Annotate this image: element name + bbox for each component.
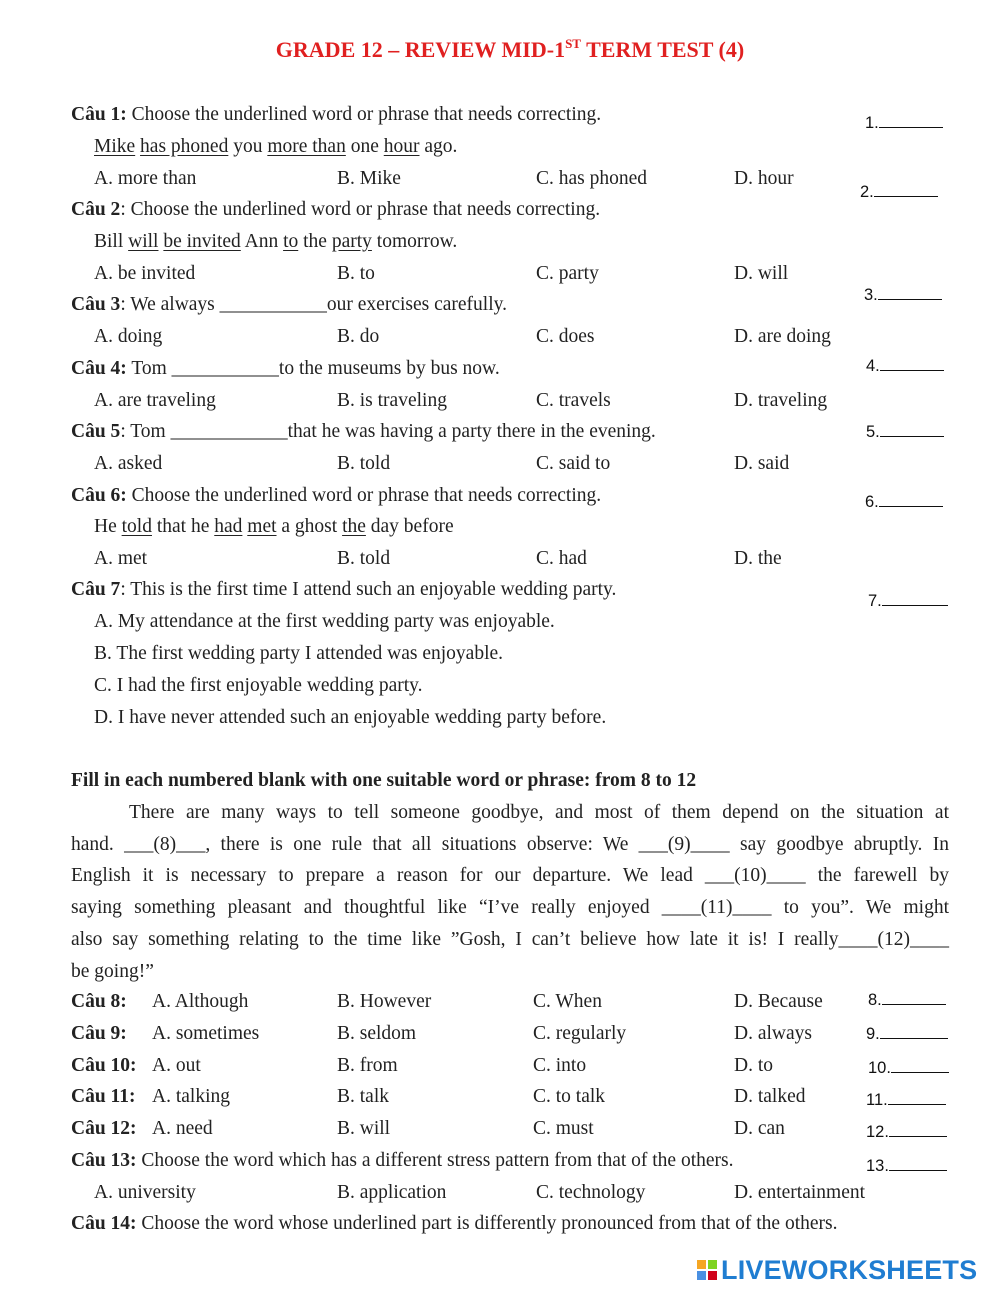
question-6: Câu 6: Choose the underlined word or phrase that needs correcting. — [71, 485, 602, 506]
option[interactable]: C. technology — [536, 1182, 646, 1203]
option[interactable]: D. can — [734, 1118, 785, 1139]
logo-text: LIVEWORKSHEETS — [721, 1254, 978, 1285]
option[interactable]: A. asked — [94, 453, 163, 474]
question-2-sentence: Bill will be invited Ann to the party tomorrow. — [94, 231, 458, 252]
answer-field-10[interactable]: 10. — [868, 1056, 949, 1078]
option[interactable]: A. be invited — [94, 263, 196, 284]
option[interactable]: D. to — [734, 1055, 773, 1076]
option[interactable]: C. travels — [536, 390, 611, 411]
option[interactable]: B. seldom — [337, 1023, 417, 1044]
page-title: GRADE 12 – REVIEW MID-1ST TERM TEST (4) — [275, 36, 745, 62]
option[interactable]: A. are traveling — [94, 390, 216, 411]
liveworksheets-logo-icon — [697, 1260, 717, 1280]
logo-square — [697, 1260, 706, 1269]
option[interactable]: A. talking — [152, 1086, 230, 1107]
option[interactable]: D. will — [734, 263, 789, 284]
liveworksheets-logo[interactable] — [697, 1256, 977, 1284]
question-8: Câu 8: — [71, 991, 127, 1012]
answer-field-2[interactable]: 2. — [860, 180, 938, 202]
answer-field-11[interactable]: 11. — [866, 1088, 946, 1110]
passage-line: There are many ways to tell someone goodbye, and most of them depend on the situation at — [129, 802, 949, 823]
passage-line: be going!” — [71, 960, 154, 982]
logo-square — [708, 1260, 717, 1269]
option[interactable]: A. need — [152, 1118, 213, 1139]
answer-field-12[interactable]: 12. — [866, 1120, 947, 1142]
option[interactable]: B. told — [337, 453, 391, 474]
option[interactable]: B. Mike — [337, 168, 401, 189]
option[interactable]: B. The first wedding party I attended was enjoyable. — [94, 643, 504, 664]
option[interactable]: D. hour — [734, 168, 794, 189]
question-13: Câu 13: Choose the word which has a different stress pattern from that of the others. — [71, 1150, 734, 1171]
option[interactable]: A. more than — [94, 168, 197, 189]
option[interactable]: D. the — [734, 548, 782, 569]
question-7: Câu 7: This is the first time I attend such an enjoyable wedding party. — [71, 579, 617, 600]
option[interactable]: C. party — [536, 263, 599, 284]
question-2: Câu 2: Choose the underlined word or phrase that needs correcting. — [71, 199, 601, 220]
option[interactable]: D. Because — [734, 991, 823, 1012]
option[interactable]: D. traveling — [734, 390, 828, 411]
option[interactable]: A. Although — [152, 991, 249, 1012]
answer-field-7[interactable]: 7. — [868, 589, 948, 611]
option[interactable]: D. said — [734, 453, 790, 474]
answer-field-9[interactable]: 9. — [866, 1022, 948, 1044]
option[interactable]: C. regularly — [533, 1023, 627, 1044]
question-10: Câu 10: — [71, 1055, 137, 1076]
option[interactable]: C. into — [533, 1055, 587, 1076]
option[interactable]: B. is traveling — [337, 390, 447, 411]
passage-line: also say something relating to the time like ”Gosh, I can’t believe how late it is! I really____(12)____ — [71, 928, 949, 950]
answer-field-5[interactable]: 5. — [866, 420, 944, 442]
option[interactable]: D. talked — [734, 1086, 806, 1107]
answer-field-3[interactable]: 3. — [864, 283, 942, 305]
logo-square — [708, 1271, 717, 1280]
option[interactable]: A. My attendance at the first wedding party was enjoyable. — [94, 611, 555, 632]
question-1: Câu 1: Choose the underlined word or phrase that needs correcting. — [71, 104, 602, 125]
option[interactable]: C. to talk — [533, 1086, 606, 1107]
option[interactable]: C. must — [533, 1118, 594, 1139]
option[interactable]: C. has phoned — [536, 168, 648, 189]
option[interactable]: D. entertainment — [734, 1182, 866, 1203]
question-4: Câu 4: Tom ___________to the museums by bus now. — [71, 358, 500, 379]
option[interactable]: B. application — [337, 1182, 447, 1203]
question-14: Câu 14: Choose the word whose underlined part is differently pronounced from that of the others. — [71, 1213, 838, 1234]
option[interactable]: C. said to — [536, 453, 611, 474]
question-6-sentence: He told that he had met a ghost the day before — [94, 516, 454, 537]
passage-line: hand. ___(8)___, there is one rule that all situations observe: We ___(9)____ say goodbye abruptly. In — [71, 833, 949, 855]
reading-passage — [71, 797, 949, 987]
answer-field-1[interactable]: 1. — [865, 111, 943, 133]
option[interactable]: B. However — [337, 991, 432, 1012]
passage-line: saying something pleasant and thoughtful like “I’ve really enjoyed ____(11)____ to you”. We might — [71, 897, 949, 919]
option[interactable]: C. had — [536, 548, 587, 569]
passage-line: English it is necessary to prepare a reason for our departure. We lead ___(10)____ the farewell by — [71, 865, 949, 887]
question-11: Câu 11: — [71, 1086, 136, 1107]
option[interactable]: A. doing — [94, 326, 163, 347]
option[interactable]: A. met — [94, 548, 148, 569]
answer-field-4[interactable]: 4. — [866, 354, 944, 376]
option[interactable]: C. does — [536, 326, 595, 347]
option[interactable]: B. talk — [337, 1086, 389, 1107]
option[interactable]: B. to — [337, 263, 375, 284]
answer-field-8[interactable]: 8. — [868, 988, 946, 1010]
option[interactable]: D. always — [734, 1023, 812, 1044]
option[interactable]: A. sometimes — [152, 1023, 260, 1044]
question-9: Câu 9: — [71, 1023, 127, 1044]
question-3: Câu 3: We always ___________our exercises carefully. — [71, 294, 507, 315]
option[interactable]: A. out — [152, 1055, 201, 1076]
question-1-sentence: Mike has phoned you more than one hour ago. — [94, 136, 458, 157]
question-12: Câu 12: — [71, 1118, 137, 1139]
question-5: Câu 5: Tom ____________that he was having a party there in the evening. — [71, 421, 656, 442]
option[interactable]: C. I had the first enjoyable wedding party. — [94, 675, 423, 696]
logo-square — [697, 1271, 706, 1280]
option[interactable]: C. When — [533, 991, 602, 1012]
answer-field-6[interactable]: 6. — [865, 490, 943, 512]
option[interactable]: B. told — [337, 548, 391, 569]
option[interactable]: A. university — [94, 1182, 196, 1203]
answer-field-13[interactable]: 13. — [866, 1154, 947, 1176]
option[interactable]: D. are doing — [734, 326, 831, 347]
section-heading: Fill in each numbered blank with one suitable word or phrase: from 8 to 12 — [71, 770, 697, 791]
option[interactable]: B. do — [337, 326, 380, 347]
option[interactable]: B. from — [337, 1055, 398, 1076]
option[interactable]: B. will — [337, 1118, 391, 1139]
option[interactable]: D. I have never attended such an enjoyable wedding party before. — [94, 707, 607, 728]
